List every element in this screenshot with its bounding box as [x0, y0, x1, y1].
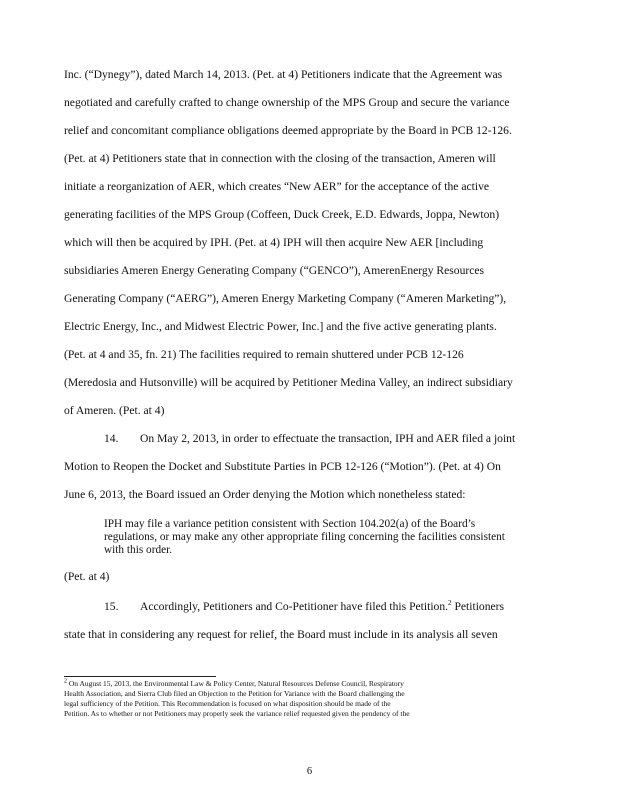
footnote-marker: 2 — [64, 678, 67, 685]
page-number: 6 — [306, 766, 313, 777]
body-line-12: (Meredosia and Hutsonville) will be acquired by Petitioner Medina Valley, an indirect subsidiary — [64, 376, 513, 389]
body-line-13: of Ameren. (Pet. at 4) — [64, 404, 165, 417]
paragraph-text: On May 2, 2013, in order to effectuate the transaction, IPH and AER filed a joint — [140, 432, 516, 445]
footnote-line-4: Petition. As to whether or not Petitioners may properly seek the variance relief requested given the pendency of the — [64, 709, 410, 718]
footnote-divider — [64, 676, 216, 677]
footnote-line-2: Health Association, and Sierra Club filed an Objection to the Petition for Variance with the Board challenging the — [64, 689, 405, 698]
body-line-11: (Pet. at 4 and 35, fn. 21) The facilities required to remain shuttered under PCB 12-126 — [64, 348, 464, 361]
footnote-line-3: legal sufficiency of the Petition. This Recommendation is focused on what disposition should be made of the — [64, 699, 391, 708]
footnote-reference[interactable]: 2 — [448, 599, 452, 608]
body-line-1: Inc. (“Dynegy”), dated March 14, 2013. (Pet. at 4) Petitioners indicate that the Agreement was — [64, 68, 503, 81]
block-quote-line-2: regulations, or may make any other appropriate filing concerning the facilities consistent — [104, 531, 505, 543]
paragraph-text: Accordingly, Petitioners and Co-Petitioner have filed this Petition. — [140, 600, 449, 613]
body-line-3: relief and concomitant compliance obligations deemed appropriate by the Board in PCB 12-126. — [64, 124, 512, 137]
body-line-10: Electric Energy, Inc., and Midwest Electric Power, Inc.] and the five active generating plants. — [64, 320, 497, 333]
body-line-2: negotiated and carefully crafted to change ownership of the MPS Group and secure the variance — [64, 96, 510, 109]
paragraph-15-line-2: state that in considering any request for relief, the Board must include in its analysis all seven — [64, 628, 498, 641]
block-quote-line-3: with this order. — [104, 544, 173, 556]
body-line-6: generating facilities of the MPS Group (Coffeen, Duck Creek, E.D. Edwards, Joppa, Newton) — [64, 208, 500, 221]
body-line-9: Generating Company (“AERG”), Ameren Energy Marketing Company (“Ameren Marketing”), — [64, 292, 507, 305]
paragraph-number: 15. — [104, 600, 119, 613]
block-quote-line-1: IPH may file a variance petition consistent with Section 104.202(a) of the Board’s — [104, 518, 476, 530]
footnote-text: On August 15, 2013, the Environmental Law & Policy Center, Natural Resources Defense Council, Respiratory — [67, 679, 404, 688]
body-line-4: (Pet. at 4) Petitioners state that in connection with the closing of the transaction, Ameren will — [64, 152, 496, 165]
body-line-7: which will then be acquired by IPH. (Pet. at 4) IPH will then acquire New AER [including — [64, 236, 484, 249]
paragraph-14-first-line — [104, 432, 604, 446]
body-line-5: initiate a reorganization of AER, which creates “New AER” for the acceptance of the active — [64, 180, 490, 193]
body-line-8: subsidiaries Ameren Energy Generating Company (“GENCO”), AmerenEnergy Resources — [64, 264, 485, 277]
footnote-line-1 — [64, 679, 574, 689]
paragraph-14-line-2: Motion to Reopen the Docket and Substitute Parties in PCB 12-126 (“Motion”). (Pet. at 4) On — [64, 460, 501, 473]
paragraph-15-first-line — [104, 600, 604, 614]
paragraph-number: 14. — [104, 432, 119, 445]
paragraph-text-cont: Petitioners — [451, 600, 505, 613]
quote-citation: (Pet. at 4) — [64, 570, 110, 583]
paragraph-14-line-3: June 6, 2013, the Board issued an Order denying the Motion which nonetheless stated: — [64, 488, 466, 501]
